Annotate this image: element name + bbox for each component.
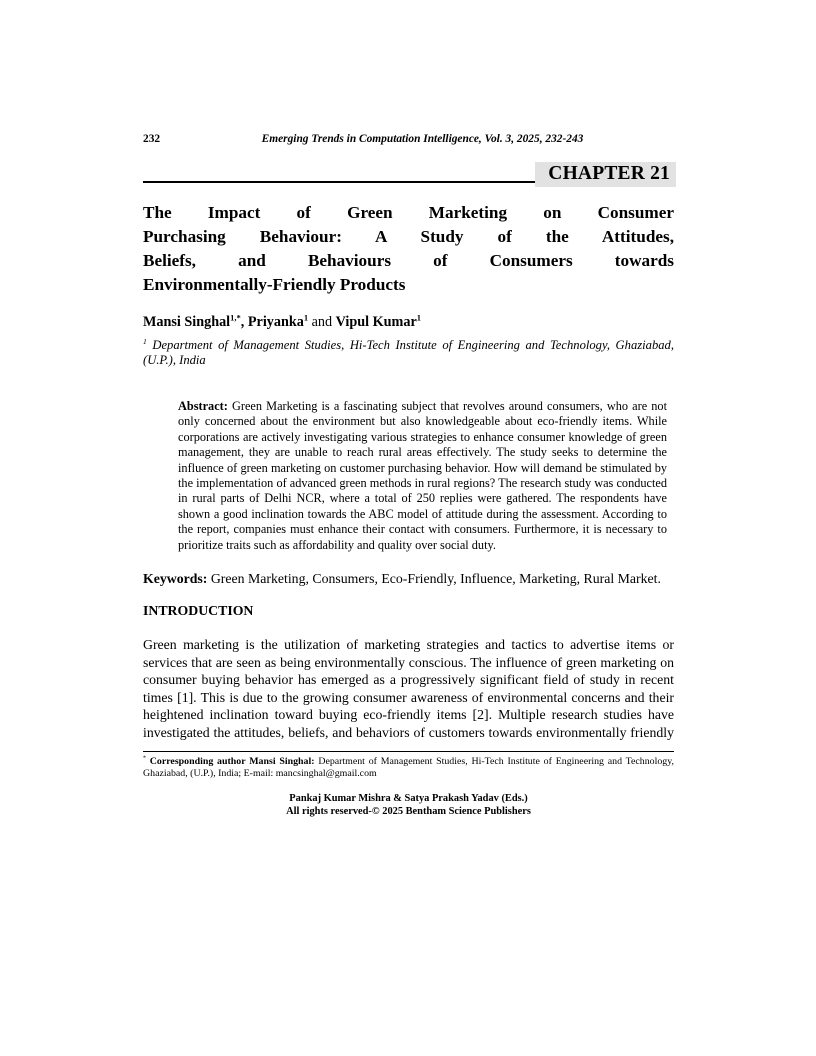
- author-name: Priyanka: [247, 314, 304, 330]
- chapter-badge: CHAPTER 21: [535, 162, 676, 187]
- author-conjunction: and: [311, 314, 333, 330]
- author-separator: ,: [240, 314, 248, 330]
- keywords-paragraph: [143, 570, 674, 587]
- title-line: Beliefs, and Behaviours of Consumers towards: [143, 251, 674, 270]
- abstract-label: Abstract:: [178, 399, 228, 413]
- title-line: The Impact of Green Marketing on Consumer: [143, 203, 674, 222]
- affiliation-line: [143, 338, 674, 368]
- author-name: Vipul Kumar: [335, 314, 417, 330]
- introduction-heading: INTRODUCTION: [143, 603, 254, 619]
- footnote-label: Corresponding author Mansi Singhal:: [149, 756, 315, 768]
- title-line: Environmentally-Friendly Products: [143, 275, 406, 294]
- abstract-text: Green Marketing is a fascinating subject that revolves around consumers, who are not only concerned about the environment but also knowledgeable about eco-friendly items. While corporations are actively investigating various strategies to enhance consumer knowledge of green management, they are unable to reach rural areas effectively. The study seeks to determine the influence of green marketing on customer purchasing behavior. How will demand be stimulated by the implementation of advanced green methods in rural regions? The research study was conducted in rural parts of Delhi NCR, where a total of 250 replies were gathered. The respondents have shown a good inclination towards the ABC model of attitude during the assessment. According to the report, companies must enhance their contact with consumers. Furthermore, it is necessary to prioritize traits such as affordability and quality over social duty.: [178, 399, 667, 552]
- footer-credits: [143, 792, 674, 818]
- corresponding-author-footnote: [143, 756, 674, 779]
- page-content: [143, 133, 674, 818]
- footnote-marker: *: [143, 755, 146, 762]
- running-header: [143, 133, 674, 147]
- introduction-paragraph: Green marketing is the utilization of marketing strategies and tactics to advertise items or services that are seen as being environmentally conscious. The influence of green marketing on consumer buying behavior has emerged as a progressively significant field of study in recent times [1]. This is due to the growing consumer awareness of environmental concerns and their heightened inclination toward buying eco-friendly items [2]. Multiple research studies have investigated the attitudes, beliefs, and behaviors of customers towards environmentally friendly: [143, 637, 674, 740]
- footnote-rule: [143, 751, 674, 752]
- author-name: Mansi Singhal: [143, 314, 231, 330]
- footnote-text: Department of Management Studies, Hi-Tech Institute of Engineering and Technology, Ghaziabad, (U.P.), India; E-mail: mancsinghal@gmail.com: [143, 756, 674, 779]
- affiliation-text: Department of Management Studies, Hi-Tech Institute of Engineering and Technology, Ghaziabad, (U.P.), India: [143, 338, 674, 367]
- chapter-title: [143, 201, 674, 297]
- keywords-label: Keywords:: [143, 571, 208, 587]
- affiliation-marker: 1: [143, 336, 147, 346]
- abstract-paragraph: [178, 399, 667, 553]
- copyright-line: All rights reserved-© 2025 Bentham Science Publishers: [286, 806, 531, 818]
- title-line: Purchasing Behaviour: A Study of the Attitudes,: [143, 227, 674, 246]
- chapter-header: [143, 157, 674, 187]
- page-number: 232: [143, 133, 161, 145]
- authors-line: [143, 314, 674, 331]
- author-affiliation-marker: 1: [303, 312, 309, 323]
- keywords-text: Green Marketing, Consumers, Eco-Friendly, Influence, Marketing, Rural Market.: [210, 571, 661, 587]
- author-affiliation-marker: 1,*: [230, 312, 241, 323]
- journal-title: Emerging Trends in Computation Intelligence, Vol. 3, 2025, 232-243: [261, 133, 584, 145]
- author-affiliation-marker: 1: [416, 312, 421, 323]
- editors-line: Pankaj Kumar Mishra & Satya Prakash Yadav (Eds.): [289, 793, 528, 805]
